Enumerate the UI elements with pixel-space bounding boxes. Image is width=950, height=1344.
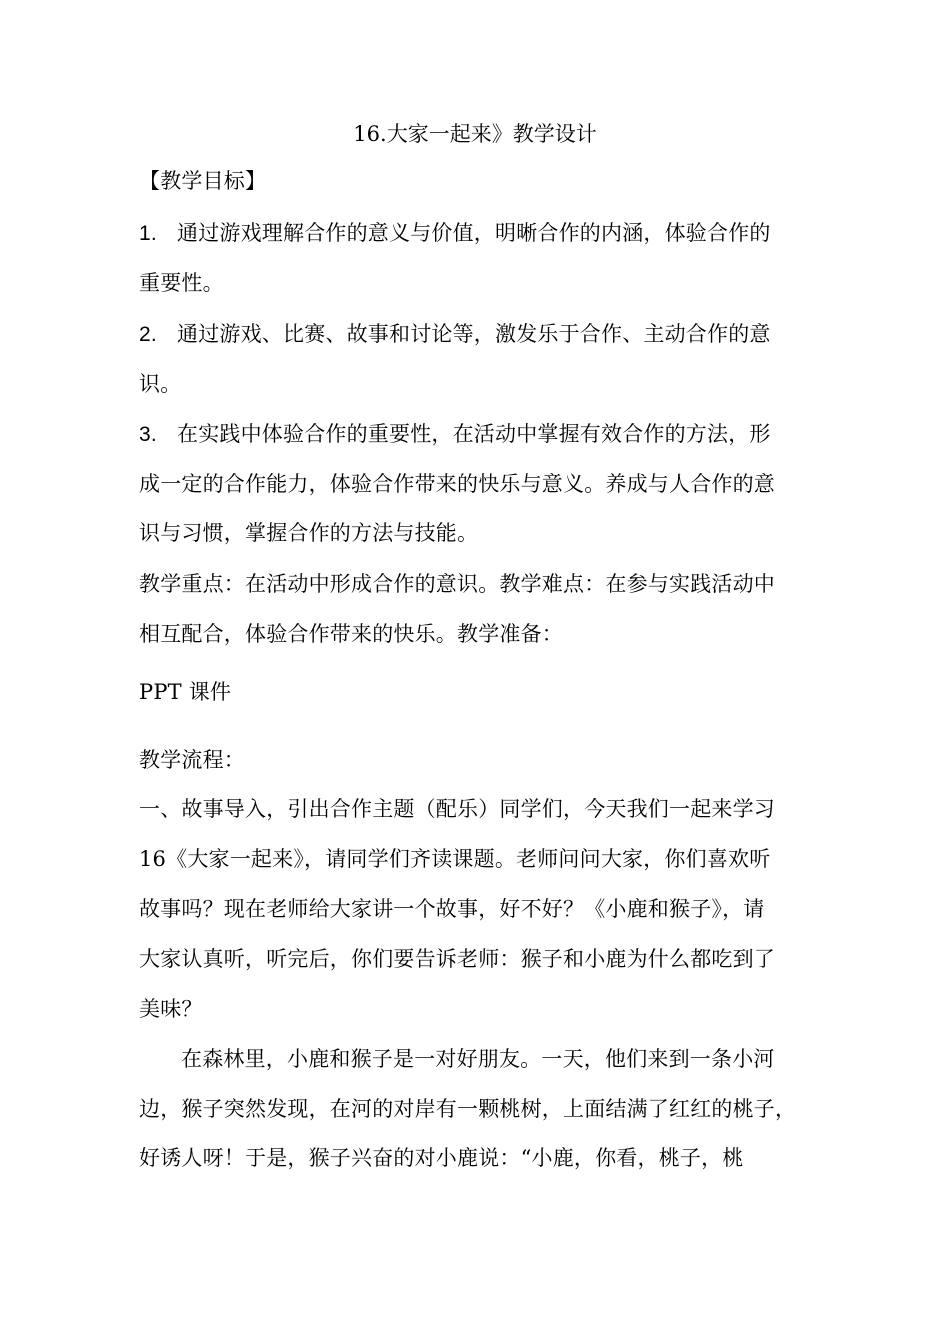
objective-2-number: 2. [139,323,157,346]
objective-1-number: 1. [139,222,157,245]
key-points-line2: 相互配合，体验合作带来的快乐。教学准备： [139,622,563,646]
preparation: PPT 课件 [139,680,232,704]
objective-1-line2: 重要性。 [139,271,224,295]
step1-line2: 16《大家一起来》，请同学们齐读课题。老师问问大家，你们喜欢听 [139,847,771,871]
document-title: 16.大家一起来》教学设计 [353,122,597,146]
story-line2: 边，猴子突然发现，在河的对岸有一颗桃树，上面结满了红红的桃子， [139,1097,797,1121]
objective-1 [139,218,771,249]
key-points-line1: 教学重点：在活动中形成合作的意识。教学难点：在参与实践活动中 [139,572,775,596]
step1-line5: 美味？ [139,997,203,1021]
objective-3-number: 3. [139,423,157,446]
step1-line3: 故事吗？现在老师给大家讲一个故事，好不好？《小鹿和猴子》，请 [139,897,765,921]
objective-3 [139,419,771,450]
objective-2 [139,319,771,350]
step1-line1: 一、故事导入，引出合作主题（配乐）同学们，今天我们一起来学习 [139,797,775,821]
story-line1: 在森林里，小鹿和猴子是一对好朋友。一天，他们来到一条小河 [181,1047,775,1071]
story-line3: 好诱人呀！于是，猴子兴奋的对小鹿说：“小鹿，你看，桃子，桃 [139,1146,744,1170]
step1-line4: 大家认真听，听完后，你们要告诉老师：猴子和小鹿为什么都吃到了 [139,947,775,971]
objective-2-line2: 识。 [139,372,182,396]
objective-3-line1: 在实践中体验合作的重要性，在活动中掌握有效合作的方法，形 [177,422,771,446]
objectives-heading: 【教学目标】 [139,169,267,193]
objective-1-line1: 通过游戏理解合作的意义与价值，明晰合作的内涵，体验合作的 [177,221,771,245]
process-heading: 教学流程： [139,748,245,772]
objective-3-line2: 成一定的合作能力，体验合作带来的快乐与意义。养成与人合作的意 [139,472,775,496]
objective-3-line3: 识与习惯，掌握合作的方法与技能。 [139,521,479,545]
objective-2-line1: 通过游戏、比赛、故事和讨论等，激发乐于合作、主动合作的意 [177,322,771,346]
